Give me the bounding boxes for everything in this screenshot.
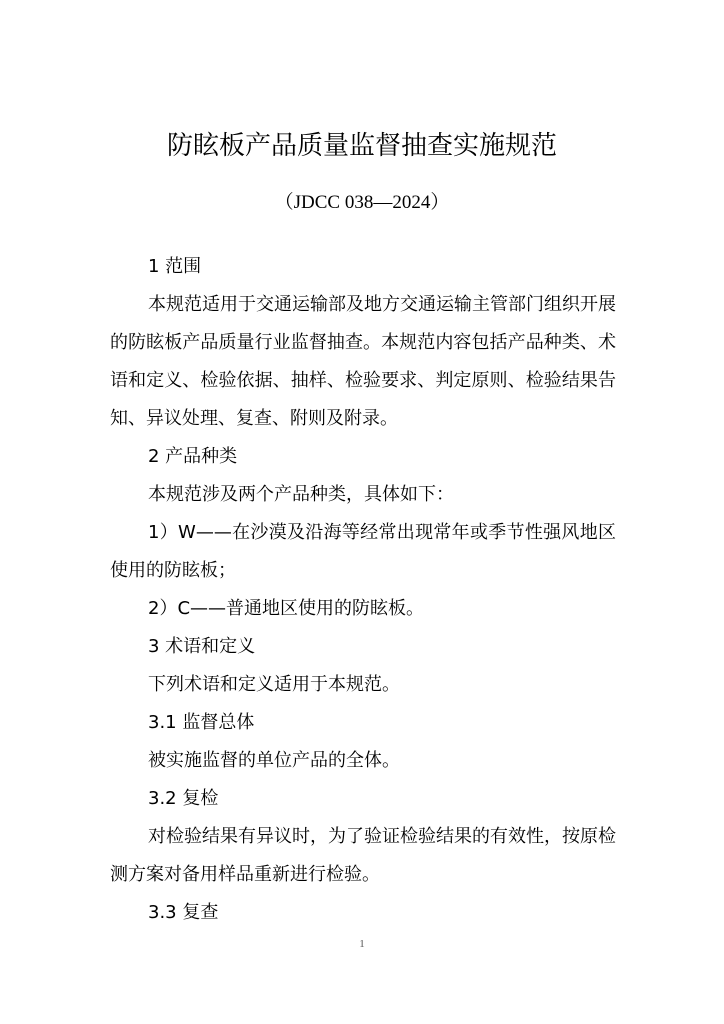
section-3-2-heading: 3.2 复检: [148, 788, 219, 809]
section-1-text: 本规范适用于交通运输部及地方交通运输主管部门组织开展的防眩板产品质量行业监督抽查。本规范内容包括产品种类、术语和定义、检验依据、抽样、检验要求、判定原则、检验结果告知、异议处理、复查、附则及附录。: [110, 294, 616, 429]
document-code: （JDCC 038—2024）: [274, 192, 450, 213]
section-3-3-heading: 3.3 复查: [148, 902, 219, 923]
section-2-item-2: 2）C——普通地区使用的防眩板。: [148, 598, 425, 619]
section-2-heading: 2 产品种类: [148, 446, 238, 467]
section-3-heading: 3 术语和定义: [148, 636, 256, 657]
section-3-2-text: 对检验结果有异议时，为了验证检验结果的有效性，按原检测方案对备用样品重新进行检验。: [110, 826, 616, 885]
section-2-intro: 本规范涉及两个产品种类，具体如下：: [148, 484, 454, 505]
document-title: 防眩板产品质量监督抽查实施规范: [166, 131, 557, 161]
section-3-1-heading: 3.1 监督总体: [148, 712, 255, 733]
section-1-heading: 1 范围: [148, 256, 202, 277]
page-number: 1: [359, 938, 365, 950]
section-3-1-text: 被实施监督的单位产品的全体。: [148, 750, 400, 771]
section-2-item-1: 1）W——在沙漠及沿海等经常出现常年或季节性强风地区使用的防眩板；: [110, 522, 616, 581]
document-body: [110, 248, 616, 932]
section-3-intro: 下列术语和定义适用于本规范。: [148, 674, 400, 695]
